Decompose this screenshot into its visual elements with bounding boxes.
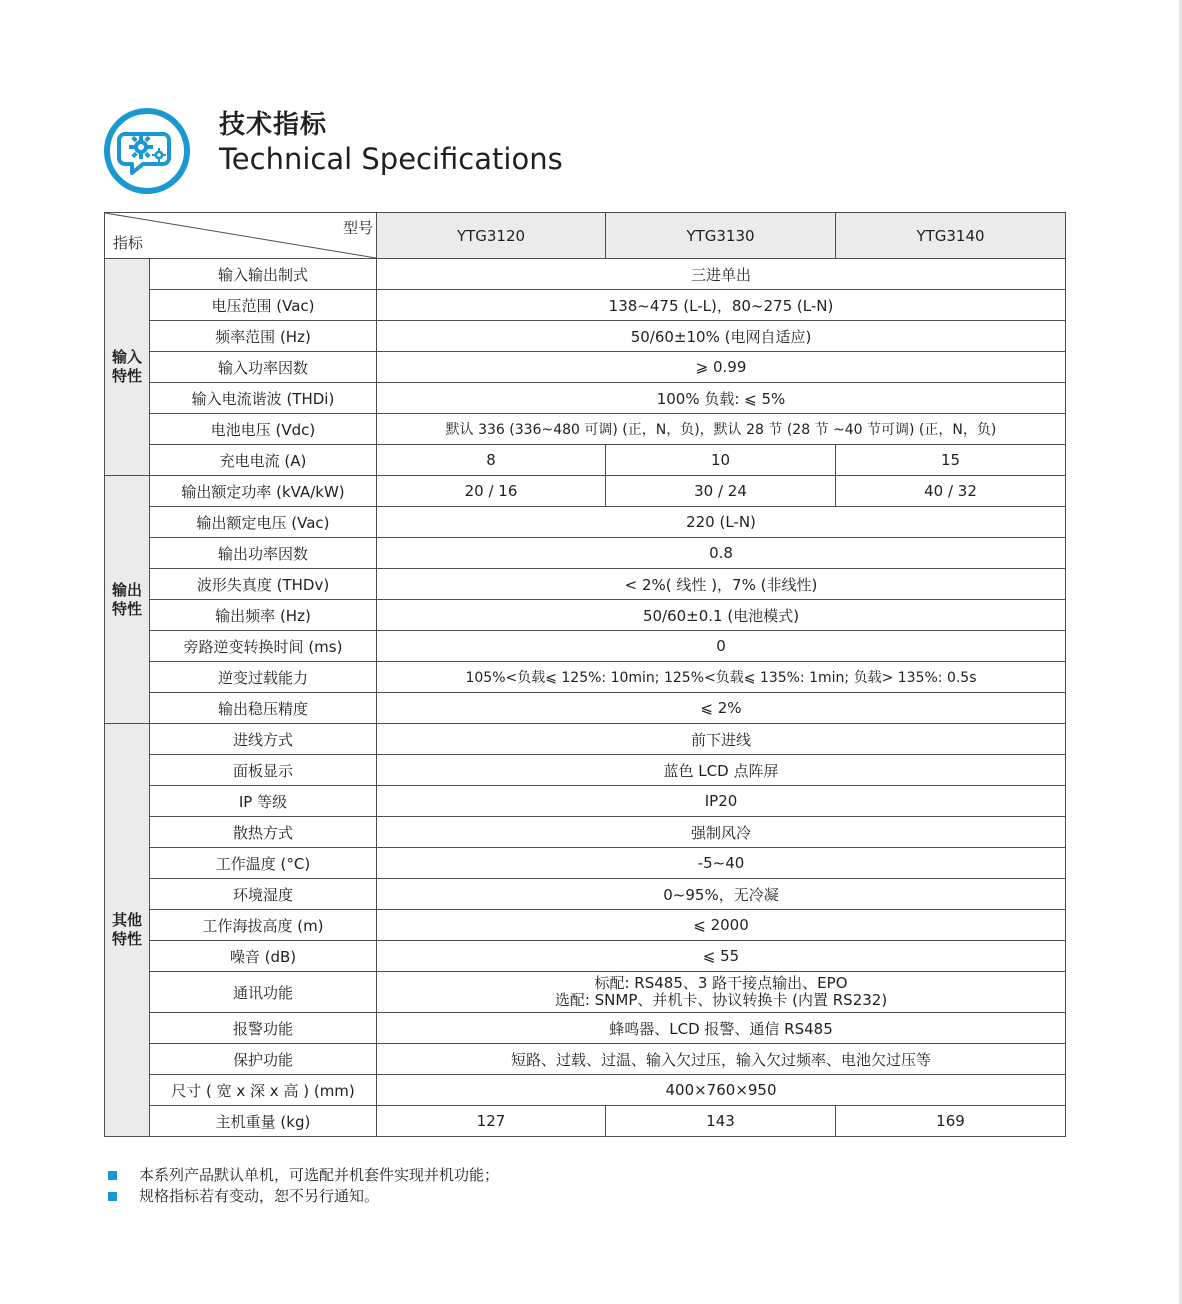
spec-value-line: 选配: SNMP、并机卡、协议转换卡 (内置 RS232): [554, 991, 888, 1009]
spec-value: 20 / 16: [377, 476, 606, 507]
spec-value: 143: [606, 1106, 836, 1137]
spec-name: 输出稳压精度: [150, 693, 377, 724]
spec-table: [104, 212, 1066, 1137]
spec-value: -5~40: [377, 848, 1066, 879]
table-row: [105, 817, 1066, 848]
spec-name: 逆变过载能力: [150, 662, 377, 693]
spec-name: 主机重量 (kg): [150, 1106, 377, 1137]
spec-value: 0: [377, 631, 1066, 662]
spec-value: 8: [377, 445, 606, 476]
spec-value: 蓝色 LCD 点阵屏: [377, 755, 1066, 786]
spec-value: ⩽ 55: [377, 941, 1066, 972]
spec-value: 0.8: [377, 538, 1066, 569]
spec-value: 127: [377, 1106, 606, 1137]
table-row: [105, 1106, 1066, 1137]
table-row: [105, 972, 1066, 1013]
spec-value: 50/60±10% (电网自适应): [377, 321, 1066, 352]
spec-value: ⩽ 2%: [377, 693, 1066, 724]
spec-value: 短路、过载、过温、输入欠过压，输入欠过频率、电池欠过压等: [377, 1044, 1066, 1075]
spec-value: ⩾ 0.99: [377, 352, 1066, 383]
corner-cell: [105, 213, 377, 259]
square-bullet-icon: [108, 1171, 117, 1180]
table-row: [105, 476, 1066, 507]
spec-name: 进线方式: [150, 724, 377, 755]
spec-name: 保护功能: [150, 1044, 377, 1075]
note-item: [108, 1165, 499, 1186]
spec-name: 电压范围 (Vac): [150, 290, 377, 321]
table-row: [105, 755, 1066, 786]
spec-value: 强制风冷: [377, 817, 1066, 848]
spec-name: 工作温度 (°C): [150, 848, 377, 879]
table-row: [105, 1013, 1066, 1044]
spec-value: 138~475 (L-L)，80~275 (L-N): [377, 290, 1066, 321]
table-row: [105, 786, 1066, 817]
table-row: [105, 848, 1066, 879]
spec-name: 环境湿度: [150, 879, 377, 910]
spec-value: 220 (L-N): [377, 507, 1066, 538]
spec-value: 30 / 24: [606, 476, 836, 507]
model-header: YTG3130: [606, 213, 836, 259]
table-row: [105, 724, 1066, 755]
spec-name: 通讯功能: [150, 972, 377, 1013]
group-input: 输入 特性: [105, 259, 150, 476]
group-output: 输出 特性: [105, 476, 150, 724]
spec-value: ⩽ 2000: [377, 910, 1066, 941]
spec-name: IP 等级: [150, 786, 377, 817]
spec-name: 旁路逆变转换时间 (ms): [150, 631, 377, 662]
spec-name: 工作海拔高度 (m): [150, 910, 377, 941]
spec-name: 输入输出制式: [150, 259, 377, 290]
page-title: 技术指标: [219, 110, 328, 140]
page-subtitle: Technical Specifications: [219, 142, 563, 176]
spec-value: 前下进线: [377, 724, 1066, 755]
spec-value: < 2%( 线性 )，7% (非线性): [377, 569, 1066, 600]
model-header: YTG3140: [836, 213, 1066, 259]
spec-name: 波形失真度 (THDv): [150, 569, 377, 600]
spec-value: 默认 336 (336~480 可调) (正，N，负)，默认 28 节 (28 节 ~40 节可调) (正，N，负): [377, 414, 1066, 445]
spec-name: 频率范围 (Hz): [150, 321, 377, 352]
spec-value: 15: [836, 445, 1066, 476]
spec-name: 散热方式: [150, 817, 377, 848]
table-row: [105, 1044, 1066, 1075]
table-row: [105, 600, 1066, 631]
spec-value: 50/60±0.1 (电池模式): [377, 600, 1066, 631]
spec-name: 输出频率 (Hz): [150, 600, 377, 631]
spec-name: 噪音 (dB): [150, 941, 377, 972]
table-row: [105, 1075, 1066, 1106]
group-other: 其他 特性: [105, 724, 150, 1137]
spec-name: 输出功率因数: [150, 538, 377, 569]
spec-name: 面板显示: [150, 755, 377, 786]
table-row: [105, 507, 1066, 538]
spec-value: 40 / 32: [836, 476, 1066, 507]
table-row: [105, 662, 1066, 693]
table-row: [105, 352, 1066, 383]
corner-model-label: 型号: [342, 219, 373, 237]
table-row: [105, 910, 1066, 941]
spec-value: 169: [836, 1106, 1066, 1137]
spec-name: 输出额定功率 (kVA/kW): [150, 476, 377, 507]
spec-name: 输入电流谐波 (THDi): [150, 383, 377, 414]
spec-name: 充电电流 (A): [150, 445, 377, 476]
spec-value: 105%<负载⩽ 125%: 10min; 125%<负载⩽ 135%: 1min; 负载> 135%: 0.5s: [377, 662, 1066, 693]
gear-settings-icon: [103, 107, 191, 195]
spec-value: 0~95%，无冷凝: [377, 879, 1066, 910]
table-row: [105, 383, 1066, 414]
table-row: [105, 569, 1066, 600]
notes: [108, 1165, 499, 1207]
spec-value: IP20: [377, 786, 1066, 817]
spec-value: 三进单出: [377, 259, 1066, 290]
spec-value: 100% 负载: ⩽ 5%: [377, 383, 1066, 414]
spec-value: 10: [606, 445, 836, 476]
table-row: [105, 414, 1066, 445]
corner-diagonal: [105, 213, 376, 258]
table-row: [105, 631, 1066, 662]
table-row: [105, 445, 1066, 476]
square-bullet-icon: [108, 1192, 117, 1201]
table-row: [105, 259, 1066, 290]
spec-value: 蜂鸣器、LCD 报警、通信 RS485: [377, 1013, 1066, 1044]
note-text: 规格指标若有变动，恕不另行通知。: [139, 1187, 380, 1205]
table-row: [105, 879, 1066, 910]
corner-spec-label: 指标: [113, 234, 144, 252]
spec-name: 尺寸 ( 宽 x 深 x 高 ) (mm): [150, 1075, 377, 1106]
table-row: [105, 321, 1066, 352]
spec-name: 电池电压 (Vdc): [150, 414, 377, 445]
table-header-row: [105, 213, 1066, 259]
spec-value: [377, 972, 1066, 1013]
table-row: [105, 941, 1066, 972]
table-row: [105, 290, 1066, 321]
note-item: [108, 1186, 499, 1207]
spec-value: 400×760×950: [377, 1075, 1066, 1106]
spec-name: 输出额定电压 (Vac): [150, 507, 377, 538]
spec-name: 报警功能: [150, 1013, 377, 1044]
spec-value-line: 标配: RS485、3 路干接点输出、EPO: [594, 974, 848, 992]
spec-name: 输入功率因数: [150, 352, 377, 383]
table-row: [105, 693, 1066, 724]
note-text: 本系列产品默认单机，可选配并机套件实现并机功能；: [139, 1166, 500, 1184]
table-row: [105, 538, 1066, 569]
model-header: YTG3120: [377, 213, 606, 259]
